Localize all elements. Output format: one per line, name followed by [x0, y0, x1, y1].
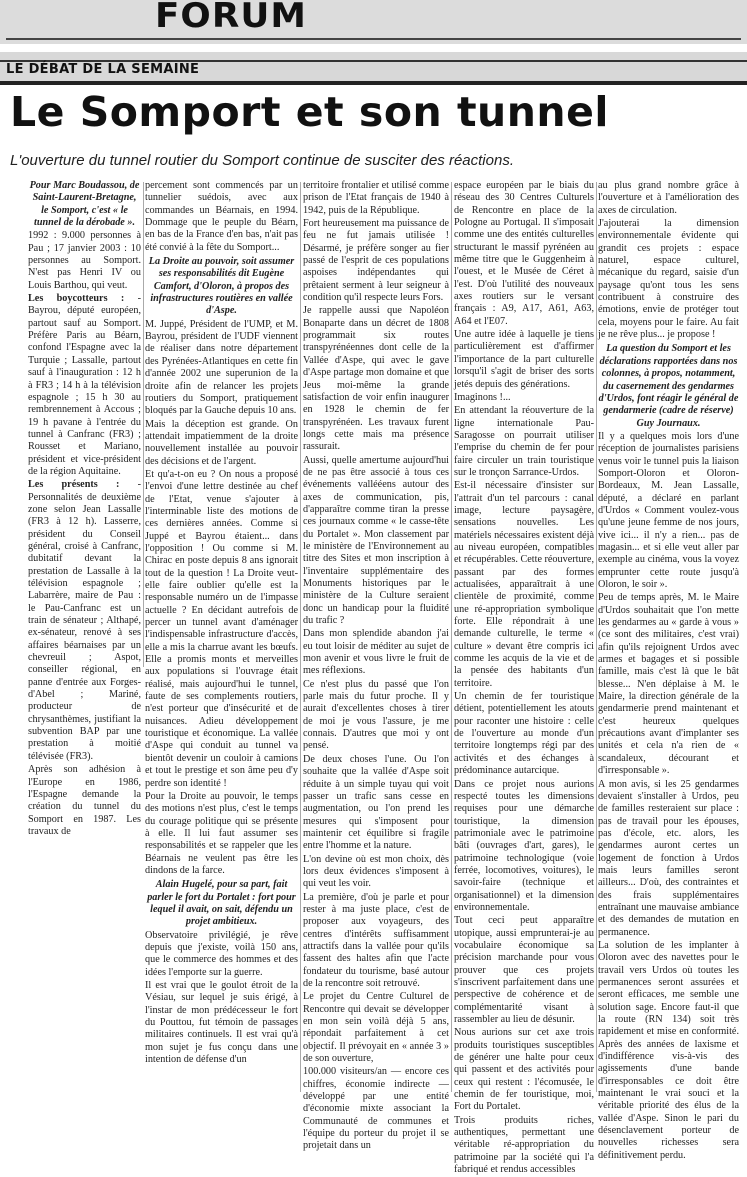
paragraph: Après son adhésion à l'Europe en 1986, l'Espagne demande la création du tunnel du Somport en 1987. Les travaux de: [28, 764, 141, 837]
column-gutter: [596, 182, 597, 1092]
paragraph: La première, d'où je parle et pour rester à ma juste place, c'est de proposer aux voyageurs, des centres d'intérêts suffisamment attractifs dans la vallée pour qu'ils fassent des haltes afin que l'acte fondateur du tourisme, basé autour de la rencontre soit retrouvé.: [303, 891, 449, 989]
letter-lead: Pour Marc Boudassou, de Saint-Laurent-Bretagne, le Somport, c'est « le tunnel de la dérobade ».: [29, 180, 140, 229]
article-column-2: [145, 180, 298, 1095]
paragraph: Il y a quelques mois lors d'une réception de journalistes parisiens venus voir le tunnel puis la liaison Somport-Oloron et Oloron-Bordeaux, M. Jean Lassalle, député, a déclaré en parlant d'Urdos « Comment voulez-vous qu'une jeune femme de nos jours, vive ici... il n'y a rien... pas de magasin... et si elle veut aller par exemple au cinéma, vous la voyez emprunter cette route jusqu'à Oloron, le soir ».: [598, 430, 739, 590]
letter-lead: Alain Hugelé, pour sa part, fait parler le fort du Portalet : fort pour lequel il avait, on sait, défendu un projet ambitieux.: [147, 879, 296, 928]
paragraph: M. Juppé, Président de l'UMP, et M. Bayrou, président de l'UDF viennent de réaliser dans notre département des Pyrénées-Atlantiques en cette fin d'année 2002 une superunion de la droite afin de relancer les projets routiers du Somport, pratiquement bloqués par la Gauche depuis 10 ans.: [145, 318, 298, 417]
inline-heading: Les présents :: [28, 479, 120, 491]
paragraph: Un chemin de fer touristique détient, potentiellement les atouts pour raconter une histoire : celle de l'ouverture au monde d'un territoire longtemps régi par des activités et des échanges à prédominance autarcique.: [454, 691, 594, 777]
paragraph: Le projet du Centre Culturel de Rencontre qui devait se développer en mon sein voilà déjà 5 ans, répondait parfaitement à cet objectif. Il prévoyait en « année 3 » de son ouverture,: [303, 991, 449, 1065]
paragraph: De deux choses l'une. Ou l'on souhaite que la vallée d'Aspe soit réduite à un simple tuyau qui voit passer un trafic sans cesse en augmentation, ou l'on prend les mesures qui s'imposent pour maintenir cet équilibre si fragile entre l'homme et la nature.: [303, 753, 449, 852]
paragraph: Observatoire privilégié, je rêve depuis que j'existe, voilà 150 ans, que le commerce des hommes et des idées l'emporte sur la guerre.: [145, 929, 298, 978]
paragraph: Aussi, quelle amertume aujourd'hui de ne pas être associé à tous ces événements vallééens autour des axes de communication, pis, d'apparaître comme tiran la presse ces journaux comme « le casse-tête du Portalet ». Mon classement par le ministère de l'Environnement au titre des Sites et mon inscription à l'inventaire supplémentaire des Monuments historiques par le ministère de la Culture seraient donc un handicap pour la fluidité du trafic ?: [303, 454, 449, 627]
paragraph: percement sont commencés par un tunnelier suédois, avec aux commandes un Béarnais, en 1994. Dommage que le peuple du Béarn, en bas de la France d'en bas, n'ait pas été convié à la fête du Somport...: [145, 180, 298, 253]
paragraph: Est-il nécessaire d'insister sur l'attrait d'un tel parcours : canal image, lecture paysagère, sensations nouvelles. Les matériels nécessaires existent déjà au niveau européen, compatibles et récupérables. Cette réouverture, passant par des formes actualisées, apparaîtrait à une clientèle de proximité, comme une ré-appropriation symbolique forte. Elle répondrait à une demande culturelle, le terme « culture » devant être compris ici comme les acquis de la vie et de la pensée des habitants d'un territoire.: [454, 480, 595, 689]
letter-lead: La question du Somport et les déclarations rapportées dans nos colonnes, à propos, notamment, du casernement des gendarmes d'Urdos, font réagir le général de gendarmerie (cadre de réserve) Guy Journaux.: [598, 343, 739, 429]
paragraph: A mon avis, si les 25 gendarmes devaient s'installer à Urdos, peu de familles resteraient sur place : pas de travail pour les épouses, pas d'école, etc. alors, les gendarmes auront certes un logement de fonction à Urdos mais leurs familles seront ailleurs... D'où, des contraintes et des frais supplémentaires entraînant une mauvaise ambiance et des demandes de mutation en permanence.: [598, 778, 739, 938]
paragraph: Peu de temps après, M. le Maire d'Urdos souhaitait que l'on mette les gendarmes au « garde à vous » (ce sont des militaires, c'est vrai) afin qu'ils rejoignent Urdos avec armes et bagages et si possible famille, mais c'est là que le bât blesse... N'en déplaise à M. le Maire, la direction générale de la gendarmerie prend maintenant et c'est heureux quelques précautions avant d'implanter ses unités et cela n'a rien de « scandaleux, décourant et d'irresponsable ».: [598, 592, 739, 777]
paragraph-text: - Personnalités de deuxième zone selon Jean Lassalle (FR3 à 12 h). Lasserre, président du Conseil général, croisé à Canfranc, dubitatif devant la prestation de Lassalle à la télévision espagnole ; Labarrère, maire de Pau : le Pau-Canfranc est un train de sénateur ; Althapé, ex-sénateur, renové à ses affaires béarnaises par un chevreuil ; Aspot, conseiller régional, en panne d'entrée aux Forges-d'Abel ; Mariné, producteur de chrysanthèmes, justifiant la subvention BAP par une prestation à moitié télévisée (FR3).: [28, 479, 141, 762]
paragraph: 1992 : 9.000 personnes à Pau ; 17 janvier 2003 : 10 personnes au Somport. N'est pas Henri IV ou Louis Barthou, qui veut.: [28, 230, 141, 291]
paragraph: J'ajouterai la dimension environnementale évidente qui grandit ces projets : espace naturel, espace culturel, mécanique du regard, saisie d'un paysage qu'ont tous les sens contribuent à construire des émotions, envie de protéger tout cela, moyens pour le faire. Au fait je ne rêve plus... je propose !: [598, 218, 739, 341]
paragraph: Trois produits riches, authentiques, permettant une véritable ré-appropriation du patrimoine par la société qui l'a fabriqué et rendus accessibles: [454, 1114, 594, 1176]
article-column-4: [454, 180, 595, 1176]
section-kicker: LE DÉBAT DE LA SEMAINE: [6, 62, 200, 77]
header-rule: [6, 38, 741, 40]
inline-heading: Les boycotteurs :: [28, 293, 125, 305]
paragraph: L'on devine où est mon choix, dès lors deux évidences s'imposent à qui veut les voir.: [303, 853, 449, 890]
paragraph: 100.000 visiteurs/an — encore ces chiffres, économie indirecte — développé par une entité d'économie mixte associant la Communauté de communes et l'équipe du porteur du projet il se projetait dans un: [303, 1066, 449, 1152]
paragraph: En attendant la réouverture de la ligne internationale Pau-Saragosse on pourrait utiliser l'emprise du chemin de fer pour faire circuler un train touristique sur le tronçon Sarrance-Urdos.: [454, 405, 594, 478]
paragraph: au plus grand nombre grâce à l'ouverture et à l'amélioration des axes de circulation.: [598, 180, 739, 216]
paragraph: Pour la Droite au pouvoir, le temps des motions n'est plus, c'est le temps du courage politique qui se présente à elle. Il lui faut assumer ses responsabilités et se rappeler que les Béarnais ne veulent pas être les dindons de la farce.: [145, 790, 298, 876]
paragraph: Tout ceci peut apparaître utopique, aussi emprunterai-je au vocabulaire économique sa précision marchande pour vous prouver que ces projets s'inscrivent parfaitement dans une perspective de cohérence et de complémentarité visant à rassembler au lieu de désunir.: [454, 915, 594, 1026]
paragraph: Nous aurions sur cet axe trois produits touristiques susceptibles de générer une halte pour ceux qui passent et des activités pour ceux qui restent : l'écomusée, le chemin de fer touristique, moi, Fort du Portalet.: [454, 1027, 594, 1113]
paragraph: espace européen par le biais du réseau des 30 Centres Culturels de Rencontre en place de la Pologne au Portugal. Il s'imposait comme une des entités culturelles structurant le massif pyrénéen au même titre que le Guggenheim à l'ouest, et le Musée de Céret à l'est. D'où l'utilité des nouveaux axes routiers sur le versant français : A9, A17, A61, A63, A64 et l'E07.: [454, 180, 594, 327]
paragraph: Imaginons !...: [454, 391, 511, 403]
article-standfirst: L'ouverture du tunnel routier du Somport continue de susciter des réactions.: [10, 152, 514, 169]
article-headline: Le Somport et son tunnel: [10, 88, 609, 136]
paragraph: Une autre idée à laquelle je tiens particulièrement est d'affirmer l'importance de la part culturelle lorsqu'il s'agit de briser des sorts jetés depuis des générations.: [454, 329, 594, 390]
paragraph: Et qu'a-t-on eu ? On nous a proposé l'envoi d'une lettre destinée au chef de l'Etat, venue s'ajouter à l'interminable liste des motions de ces dernières années. Comme si Juppé et Bayrou étaient... dans l'opposition ! Ou comme si M. Chirac en poste depuis 8 ans ignorait tout de la question ! La Droite veut-elle faire oublier qu'elle est la responsable numéro un de l'impasse actuelle ? En décidant autrefois de percer un tunnel avant d'aménager l'indispensable infrastructure d'accès, elle a mis la charrue avant les bœufs. Elle a promis monts et merveilles aux populations si l'ouvrage était réalisé, mais aujourd'hui le tunnel, faute de ses complements routiers, n'est porteur que d'insécurité et de nuisances. Adieu développement touristique et économique. La vallée d'Aspe qui conduit au tunnel va bientôt devenir un couloir à camions et tout le prestige et son âme peu d'y perdre son identité !: [145, 468, 298, 789]
article-column-3: [303, 180, 449, 1152]
paragraph-text: - Bayrou, député européen, partout sauf au Somport. Préfère Paris au Béarn, confond l'Espagne avec la Turquie ; Lassalle, partout sauf à l'inauguration : 12 h à FR3 ; 14 h à la télévision espagnole ; 15 h 30 au rembrennement à Accous ; 19 h pavane à l'entrée du tunnel à Canfranc (FR3) ; Rousset et Mariano, président et vice-président de la région Aquitaine.: [28, 293, 141, 477]
column-gutter: [451, 182, 452, 1092]
paragraph: La solution de les implanter à Oloron avec des navettes pour le travail vers Urdos où toutes les permanences seront assurées et seront efficaces, me semble une solution sage. Encore faut-il que la route (RN 134) soit très rapidement et mise en conformité. Après des années de laxisme et d'indifférence vis-à-vis des agissements d'une bande d'irresponsables ce doit être maintenant le vrai souci et la véritable priorité des élus de la vallée d'Aspe. Sinon le pari du désenclavement porteur de nouvelles richesses sera définitivement perdu.: [598, 939, 739, 1161]
paragraph: Dans ce projet nous aurions respecté toutes les dimensions requises pour une démarche touristique, la dimension patrimoniale avec le patrimoine bâti (ouvrages d'art, gares), le patrimoine technologique (voie ferrée, locomotives, voitures), le savoir-faire (technique et organisationnel) et la dimension environnementale.: [454, 778, 594, 913]
article-column-5: [598, 180, 739, 1161]
paragraph: Fort heureusement ma puissance de feu ne fut jamais utilisée ! Désarmé, je préfère songer au fier passé de l'esprit de ces populations aspoises indépendantes qui prêtaient serment à leur seigneur à condition qu'il respecte leurs Fors.: [303, 218, 449, 304]
paragraph: Ce n'est plus du passé que l'on parle mais du futur proche. Il y aurait d'excellentes choses à tirer de moi je vous l'assure, je me connais. D'autres que moi y ont pensé.: [303, 678, 449, 752]
kicker-rule-bottom: [0, 81, 747, 85]
paragraph: [28, 293, 141, 478]
letter-lead: La Droite au pouvoir, soit assumer ses responsabilités dit Eugène Camfort, d'Oloron, à propos des infrastructures routières en vallée d'Aspe.: [148, 256, 295, 317]
column-gutter: [143, 182, 144, 667]
paragraph: Dans mon splendide abandon j'ai eu tout loisir de méditer au sujet de mon avenir et vous livre le fruit de mes réflexions.: [303, 628, 449, 677]
article-column-1: [28, 180, 141, 837]
column-gutter: [300, 182, 301, 1092]
paragraph: territoire frontalier et utilisé comme prison de l'Etat français de 1940 à 1942, puis de la République.: [303, 180, 449, 216]
paragraph: Il est vrai que le goulot étroit de la Vésiau, sur lequel je suis érigé, à l'instar de mon prédécesseur le fort du Pouttou, fut témoin de passages militaires continuels. Il est vrai qu'à mon sujet je fus conçu dans une intention de défense d'un: [145, 980, 298, 1066]
paragraph: [28, 479, 141, 763]
paragraph: Je rappelle aussi que Napoléon Bonaparte dans un décret de 1808 programmait six routes transpyrénéennes dont celle de la Vallée d'Aspe, qui avec le gave d'Aspe partage mon domaine et que Jeus moi-même la grande satisfaction de voir enfin inaugurer en 1928 le chemin de fer transpyrénéen. Les travaux furent longs cette mais ma présence rassurait.: [303, 305, 449, 453]
rubric-title: FORUM: [155, 0, 308, 36]
paragraph: Mais la déception est grande. On attendait impatiemment de la droite nouvellement installée au pouvoir des décisions et de l'argent.: [145, 418, 298, 467]
